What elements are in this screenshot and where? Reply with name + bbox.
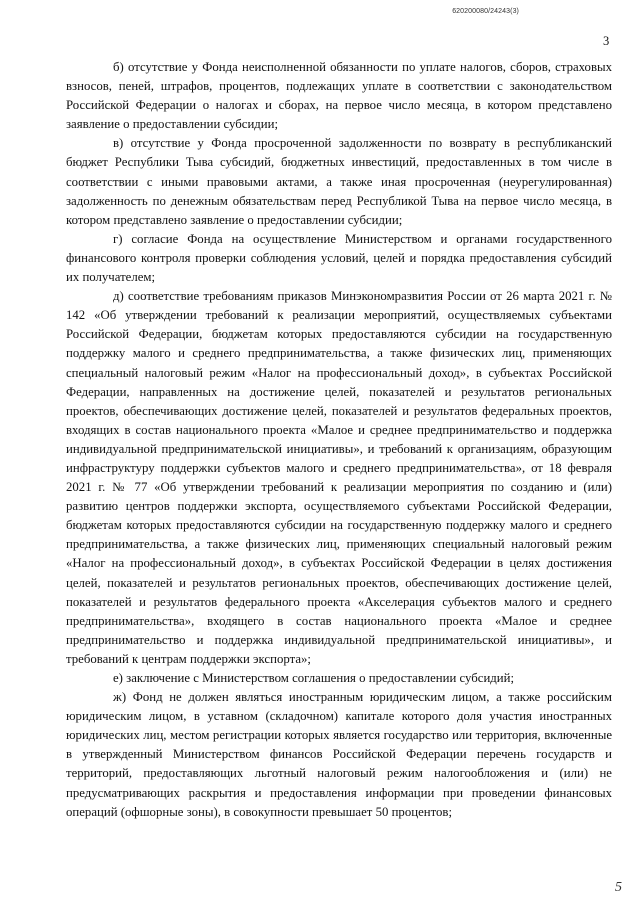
paragraph-v: в) отсутствие у Фонда просроченной задолженности по возврату в республиканский бюджет Республики Тыва субсидий, бюджетных инвестиций, предоставленных в том числе в соответствии с иными правовыми актами, а также иная просроченная (неурегулированная) задолженность по денежным обязательствам перед Республикой Тыва на первое число месяца, в котором представлено заявление о предоставлении субсидии; [66, 136, 612, 227]
paragraph-g: г) согласие Фонда на осуществление Министерством и органами государственного финансового контроля проверки соблюдения условий, целей и порядка предоставления субсидий их получателем; [66, 231, 612, 285]
paragraph-zh: ж) Фонд не должен являться иностранным юридическим лицом, а также российским юридическим лицом, в уставном (складочном) капитале которого доля участия иностранных юридических лиц, местом регистрации которых является государство или территория, включенные в утвержденный Министерством финансов Российской Федерации перечень государств и территорий, предоставляющих льготный налоговый режим налогообложения и (или) не предусматривающих раскрытия и предоставления информации при проведении финансовых операций (офшорные зоны), в совокупности превышает 50 процентов; [66, 690, 612, 819]
paragraph-b: б) отсутствие у Фонда неисполненной обязанности по уплате налогов, сборов, страховых взносов, пеней, штрафов, процентов, подлежащих уплате в соответствии с законодательством Российской Федерации о налогах и сборах, на первое число месяца, в котором представлено заявление о предоставлении субсидии; [66, 60, 612, 132]
paragraph-d: д) соответствие требованиям приказов Минэкономразвития России от 26 марта 2021 г. № 142 «Об утверждении требований к реализации мероприятий, осуществляемых субъектами Российской Федерации, бюджетам которых предоставляются субсидии на государственную поддержку малого и среднего предпринимательства, а также физических лиц, применяющих специальный налоговый режим «Налог на профессиональный доход», в субъектах Российской Федерации, направленных на достижение целей, показателей и результатов региональных проектов, обеспечивающих достижение целей, показателей и результатов федеральных проектов, входящих в состав национального проекта «Малое и среднее предпринимательство и поддержка индивидуальной предпринимательской инициативы», и требований к организациям, образующим инфраструктуру поддержки субъектов малого и среднего предпринимательства», от 18 февраля 2021 г. № 77 «Об утверждении требований к реализации мероприятия по созданию и (или) развитию центров поддержки экспорта, осуществляемого субъектами Российской Федерации, бюджетам которых предоставляются субсидии на государственную поддержку малого и среднего предпринимательства, а также физических лиц, применяющих специальный налоговый режим «Налог на профессиональный доход», в субъектах Российской Федерации в целях достижения целей, показателей и результатов региональных проектов, обеспечивающих достижение целей, показателей и результатов федерального проекта «Акселерация субъектов малого и среднего предпринимательства», входящего в состав национального проекта «Малое и среднее предпринимательство и поддержка индивидуальной предпринимательской инициативы», и требований к центрам поддержки экспорта»; [66, 289, 612, 666]
paragraph-e: е) заключение с Министерством соглашения о предоставлении субсидий; [113, 671, 515, 685]
document-body [66, 58, 612, 822]
document-code: 620200080/24243(3) [452, 8, 519, 15]
handwritten-corner-mark: 5 [615, 880, 622, 895]
page-number: 3 [603, 34, 610, 48]
